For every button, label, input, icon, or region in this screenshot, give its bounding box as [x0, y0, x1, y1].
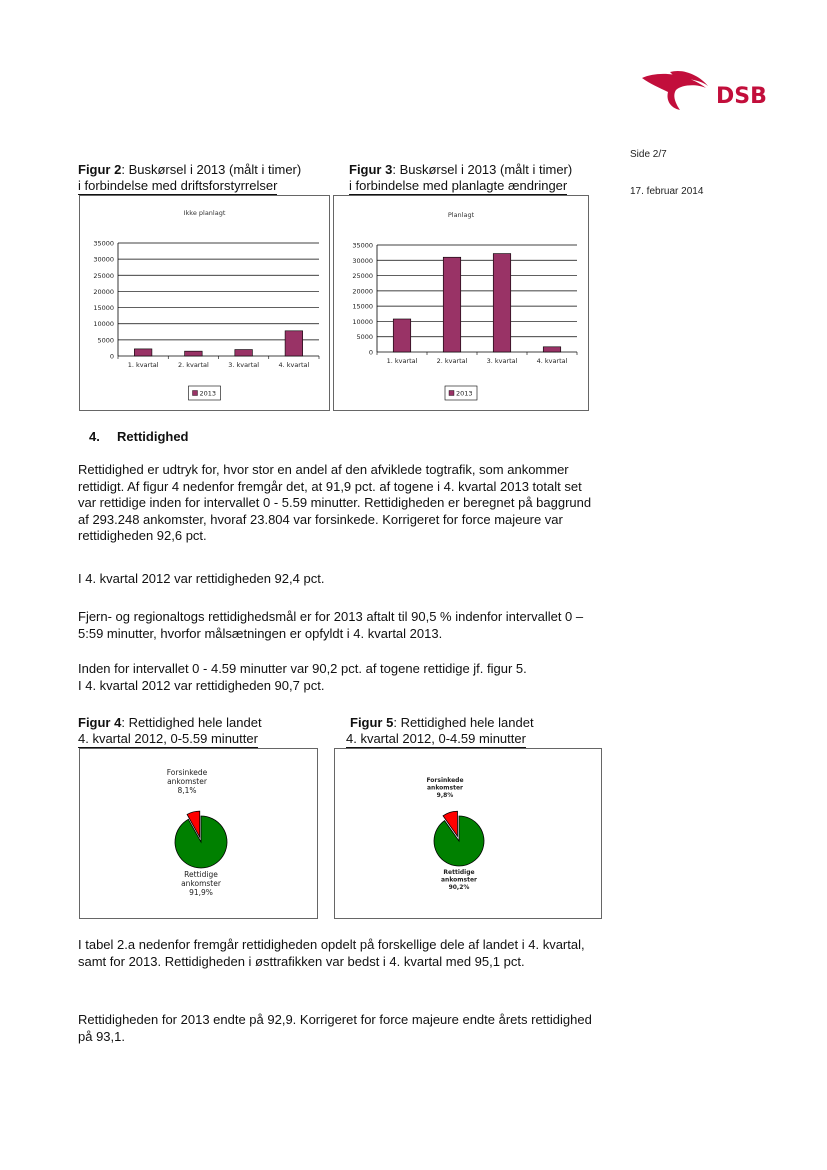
pie-label: 8,1%	[177, 786, 197, 795]
y-tick-label: 0	[109, 352, 114, 361]
y-tick-label: 10000	[352, 317, 373, 326]
dsb-logo	[640, 70, 790, 116]
y-tick-label: 20000	[352, 287, 373, 296]
pie-label: Forsinkede	[426, 777, 464, 784]
figure5-label: Figur 5	[350, 715, 394, 730]
section-heading	[89, 429, 189, 444]
y-tick-label: 30000	[93, 255, 114, 264]
section-number: 4.	[89, 429, 100, 444]
bar	[185, 351, 203, 356]
figure5-caption: Figur 5: Rettidighed hele landet 4. kvartal 2012, 0-4.59 minutter	[346, 715, 534, 746]
x-tick-label: 2. kvartal	[436, 357, 468, 365]
paragraph-6: Rettidigheden for 2013 endte på 92,9. Korrigeret for force majeure endte årets rettidighed på 93,1.	[78, 1012, 592, 1044]
pie-label: ankomster	[427, 784, 463, 792]
chart-title: Ikke planlagt	[183, 209, 226, 217]
figure3-label: Figur 3	[349, 162, 393, 177]
figure4-label: Figur 4	[78, 715, 122, 730]
y-tick-label: 10000	[93, 320, 114, 329]
pie-label: 9,8%	[436, 792, 454, 799]
y-tick-label: 0	[368, 348, 373, 357]
bar	[134, 349, 152, 356]
pie-label: Rettidige	[184, 870, 218, 879]
pie-label: 90,2%	[448, 884, 470, 891]
pie-slice	[434, 816, 484, 866]
x-tick-label: 1. kvartal	[127, 361, 159, 369]
figure2-bar-chart	[80, 196, 329, 410]
x-tick-label: 1. kvartal	[386, 357, 418, 365]
page-number: Side 2/7	[630, 149, 667, 160]
pie-label: ankomster	[441, 876, 477, 884]
x-tick-label: 4. kvartal	[536, 357, 568, 365]
x-tick-label: 4. kvartal	[278, 361, 310, 369]
figure5-pie-chart	[335, 749, 601, 918]
figure2-chart-box	[79, 195, 330, 411]
paragraph-2: I 4. kvartal 2012 var rettidigheden 92,4 pct.	[78, 571, 325, 586]
pie-slice	[175, 816, 227, 868]
y-tick-label: 35000	[93, 239, 114, 248]
y-tick-label: 15000	[352, 302, 373, 311]
y-tick-label: 20000	[93, 287, 114, 296]
paragraph-5: I tabel 2.a nedenfor fremgår rettidigheden opdelt på forskellige dele af landet i 4. kvartal, samt for 2013. Rettidigheden i østtrafikken var bedst i 4. kvartal med 95,1 pct.	[78, 937, 585, 969]
paragraph-3: Fjern- og regionaltogs rettidighedsmål er for 2013 aftalt til 90,5 % indenfor intervallet 0 – 5:59 minutter, hvorfor målsætningen er opfyldt i 4. kvartal 2013.	[78, 609, 584, 641]
figure3-chart-box	[333, 195, 589, 411]
figure3-caption: Figur 3: Buskørsel i 2013 (målt i timer) i forbindelse med planlagte ændringer	[349, 162, 573, 193]
x-tick-label: 2. kvartal	[177, 361, 209, 369]
y-tick-label: 30000	[352, 256, 373, 265]
dsb-logo-text: DSB	[716, 84, 767, 109]
bar	[235, 350, 253, 356]
y-tick-label: 25000	[352, 272, 373, 281]
legend-swatch	[193, 391, 198, 396]
figure2-caption: Figur 2: Buskørsel i 2013 (målt i timer) i forbindelse med driftsforstyrrelser	[78, 162, 302, 193]
pie-label: 91,9%	[189, 888, 213, 897]
y-tick-label: 5000	[97, 336, 114, 345]
x-tick-label: 3. kvartal	[228, 361, 260, 369]
y-tick-label: 15000	[93, 304, 114, 313]
y-tick-label: 5000	[356, 333, 373, 342]
figure4-pie-chart	[80, 749, 317, 918]
legend-label: 2013	[456, 389, 473, 398]
bar	[493, 254, 511, 352]
legend-label: 2013	[199, 389, 217, 398]
figure5-pie-box	[334, 748, 602, 919]
pie-label: ankomster	[181, 879, 221, 888]
figure3-bar-chart	[334, 196, 588, 410]
pie-label: ankomster	[167, 777, 207, 786]
document-date: 17. februar 2014	[630, 186, 704, 197]
figure4-caption: Figur 4: Rettidighed hele landet 4. kvartal 2012, 0-5.59 minutter	[78, 715, 262, 746]
pie-label: Forsinkede	[166, 768, 208, 777]
figure4-pie-box	[79, 748, 318, 919]
bar	[443, 257, 461, 352]
chart-title: Planlagt	[447, 211, 475, 219]
section-title: Rettidighed	[117, 429, 189, 444]
y-tick-label: 35000	[352, 241, 373, 250]
figure2-label: Figur 2	[78, 162, 122, 177]
pie-label: Rettidige	[443, 869, 475, 876]
paragraph-4: Inden for intervallet 0 - 4.59 minutter var 90,2 pct. af togene rettidige jf. figur 5. I 4. kvartal 2012 var rettidigheden 90,7 pct.	[78, 661, 527, 693]
bar	[543, 347, 561, 352]
bar	[393, 319, 411, 352]
legend-swatch	[449, 391, 454, 396]
x-tick-label: 3. kvartal	[486, 357, 518, 365]
paragraph-1: Rettidighed er udtryk for, hvor stor en andel af den afviklede togtrafik, som ankommer rettidigt. Af figur 4 nedenfor fremgår det, at 91,9 pct. af togene i 4. kvartal 2013 totalt set var rettidige inden for intervallet 0 - 5.59 minutter. Rettidigheden er beregnet på baggrund af 293.248 ankomster, hvoraf 23.804 var forsinkede. Korrigeret for force majeure var rettidigheden 92,6 pct.	[78, 462, 592, 543]
bar	[285, 331, 303, 356]
y-tick-label: 25000	[93, 271, 114, 280]
